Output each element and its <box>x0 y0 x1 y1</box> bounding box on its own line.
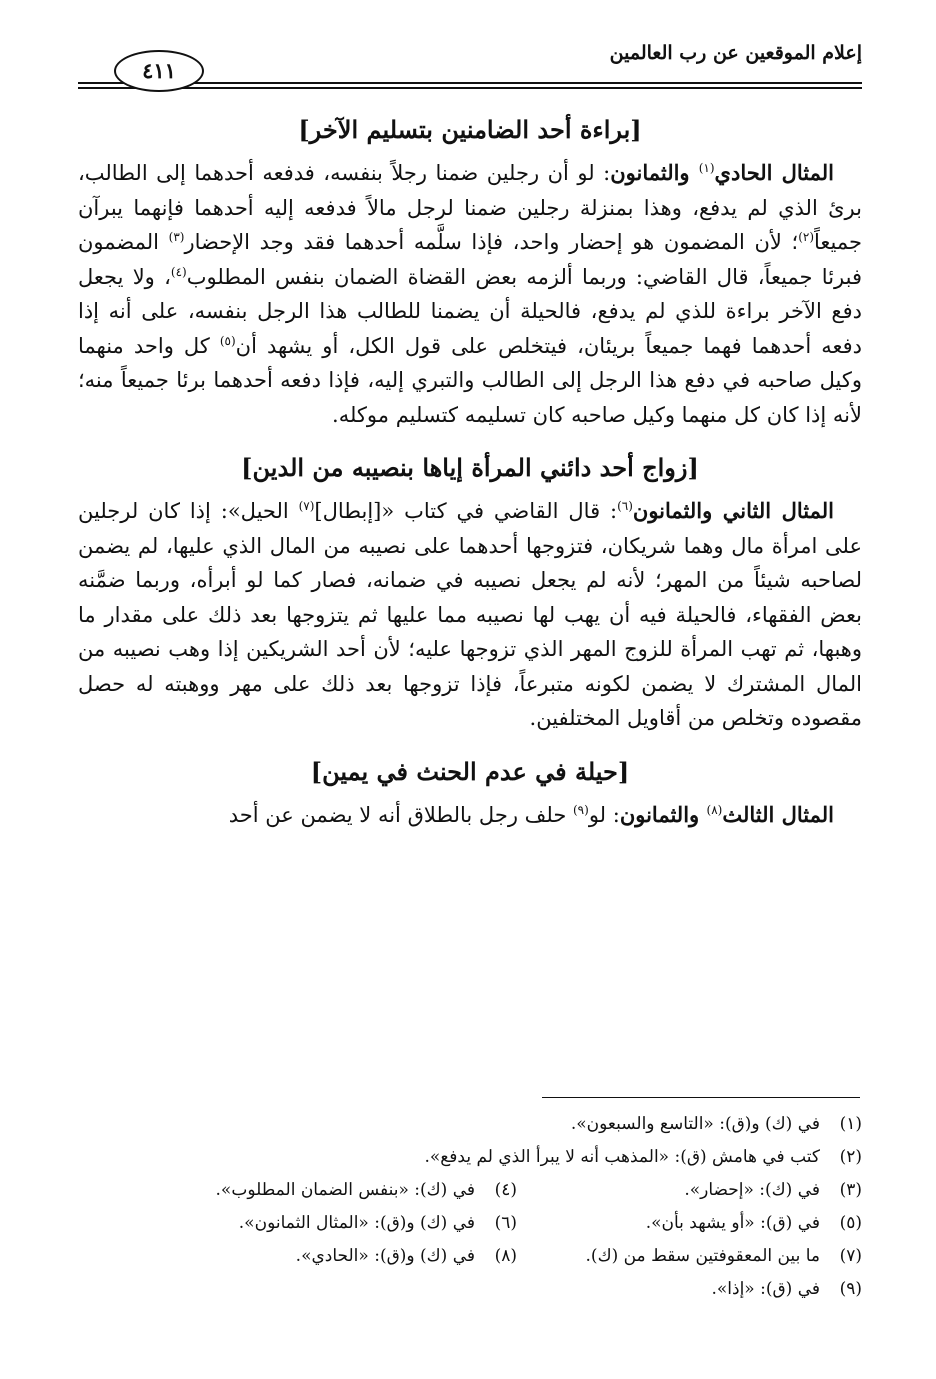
footnote-number: (٤) <box>494 1180 517 1200</box>
section-title-2: [زواج أحد دائني المرأة إياها بنصيبه من الدين] <box>241 453 699 482</box>
paragraph-3 <box>78 798 862 833</box>
paragraph-1 <box>78 156 862 432</box>
footnote-row <box>78 1273 862 1306</box>
footnote-number: (٥) <box>839 1213 862 1233</box>
footnote-text: في (ك): «بنفس الضمان المطلوب». <box>215 1180 475 1200</box>
footnote-row <box>78 1141 862 1174</box>
footnote-text: في (ق): «إذا». <box>711 1279 820 1299</box>
footnote-text: ما بين المعقوفتين سقط من (ك). <box>585 1246 820 1266</box>
footnote-text: في (ك) و(ق): «التاسع والسبعون». <box>570 1114 820 1134</box>
footnote-item <box>424 1141 862 1174</box>
footnote-text: في (ك) و(ق): «الحادي». <box>295 1246 475 1266</box>
footnote-number: (٢) <box>839 1147 862 1167</box>
footnote-ref: (٢) <box>798 230 815 244</box>
paragraph-text: ؛ لأن المضمون هو إحضار واحد، فإذا سلَّمه أحدهما فقد وجد الإحضار <box>184 230 799 254</box>
footnote-number: (٣) <box>839 1180 862 1200</box>
footnote-ref: (٦) <box>617 499 633 513</box>
section-title-1: [براءة أحد الضامنين بتسليم الآخر] <box>298 115 642 144</box>
paragraph-text: الحيل»: إذا كان لرجلين على امرأة مال وهما شريكان، فتزوجها أحدهما على نصيبه من المال الذي عليها، لم يضمن لصاحبه شيئاً من المهر؛ لأنه لم يجعل نصيبه في ضمانه، فصار كما لو أبرأه، وربما ضمَّنه بعض الفقهاء، فالحيلة فيه أن يهب لها نصيبه مما عليها ثم يتزوجها بعد ذلك على مقدار ما وهبها، ثم تهب المرأة للزوج المهر الذي تزوجها عليه؛ لأن أحد الشريكين إذا وهب نصيبه من المال المشترك لا يضمن لكونه متبرعاً، فإذا تزوجها بعد ذلك على مهر ووهبته له حصل مقصوده وتخلص من أقاويل المختلفين. <box>78 499 862 730</box>
footnote-item <box>517 1207 862 1240</box>
section-gap <box>78 736 862 750</box>
footnote-item <box>517 1174 862 1207</box>
example-lead-tail: والثمانون <box>610 160 699 185</box>
footnote-item <box>711 1273 862 1306</box>
example-lead-tail: والثمانون <box>619 801 707 827</box>
footnote-row <box>78 1108 862 1141</box>
paragraph-text: : لو أن رجلين ضمنا رجلاً بنفسه، فدفعه أحدهما إلى الطالب، برئ الذي لم يدفع، وهذا بمنزلة رجلين ضمنا لرجل مالاً فدفعه إليه أحدهما فإنهما يبرآن جميعاً <box>78 161 863 254</box>
header-rule-bottom <box>78 87 862 89</box>
footnote-row <box>78 1207 862 1240</box>
paragraph-text: : لو <box>588 802 620 827</box>
footnote-item <box>239 1207 517 1240</box>
paragraph-text: كل واحد منهما وكيل صاحبه في دفع هذا الرجل إلى الطالب والتبري إليه، فإذا دفعه أحدهما برئا جميعاً منه؛ لأنه إذا كان كل منهما وكيل صاحبه كان تسليمه كتسليم موكله. <box>78 333 862 427</box>
running-title: إعلام الموقعين عن رب العالمين <box>609 42 862 64</box>
footnote-item <box>517 1240 862 1273</box>
footnote-ref: (٨) <box>706 802 723 817</box>
section-title-3: [حيلة في عدم الحنث في يمين] <box>310 756 630 786</box>
page-body <box>78 108 862 832</box>
paragraph-text: : قال القاضي في كتاب «[إبطال] <box>314 499 618 523</box>
example-lead: المثال الثالث <box>722 801 834 827</box>
paragraph-text: حلف رجل بالطلاق أنه لا يضمن عن أحد <box>228 802 573 827</box>
footnote-text: في (ق): «أو يشهد بأن». <box>645 1213 820 1233</box>
footnote-divider <box>542 1097 860 1098</box>
footnote-ref: (٥) <box>219 333 236 348</box>
footnote-ref: (٣) <box>168 230 185 244</box>
example-lead: المثال الحادي <box>714 160 835 185</box>
page-number: ٤١١ <box>114 50 204 92</box>
footnote-number: (١) <box>839 1114 862 1134</box>
footnote-number: (٨) <box>494 1246 517 1266</box>
footnotes <box>78 1108 862 1306</box>
paragraph-2 <box>78 494 862 736</box>
footnote-number: (٦) <box>494 1213 517 1233</box>
footnote-ref: (٩) <box>572 802 589 817</box>
paragraph-text: المضمون فبرئا جميعاً، قال القاضي: وربما ألزمه بعض القضاة الضمان بنفس المطلوب <box>78 230 863 289</box>
page-header <box>78 30 862 92</box>
footnote-item <box>571 1108 862 1141</box>
footnote-item <box>296 1240 517 1273</box>
footnote-text: كتب في هامش (ق): «المذهب أنه لا يبرأ الذي لم يدفع». <box>424 1147 820 1167</box>
footnote-ref: (٧) <box>298 499 315 513</box>
footnote-row <box>78 1240 862 1273</box>
paragraph-text: ، ولا يجعل دفع الآخر براءة للذي لم يدفع، فالحيلة أن يضمنا للطالب هذا الرجل بنفسه، على أنه إذا دفعه أحدهما فهما جميعاً بريئان، فيتخلص على قول الكل، أو يشهد أن <box>78 264 862 358</box>
footnote-item <box>216 1174 517 1207</box>
footnote-ref: (١) <box>698 161 715 175</box>
footnote-number: (٩) <box>839 1279 862 1299</box>
footnote-row <box>78 1174 862 1207</box>
footnote-text: في (ك) و(ق): «المثال الثمانون». <box>238 1213 475 1233</box>
footnote-text: في (ك): «إحضار». <box>684 1180 820 1200</box>
section-gap <box>78 432 862 446</box>
footnote-number: (٧) <box>839 1246 862 1266</box>
example-lead: المثال الثاني والثمانون <box>632 498 835 523</box>
footnote-ref: (٤) <box>170 264 187 279</box>
